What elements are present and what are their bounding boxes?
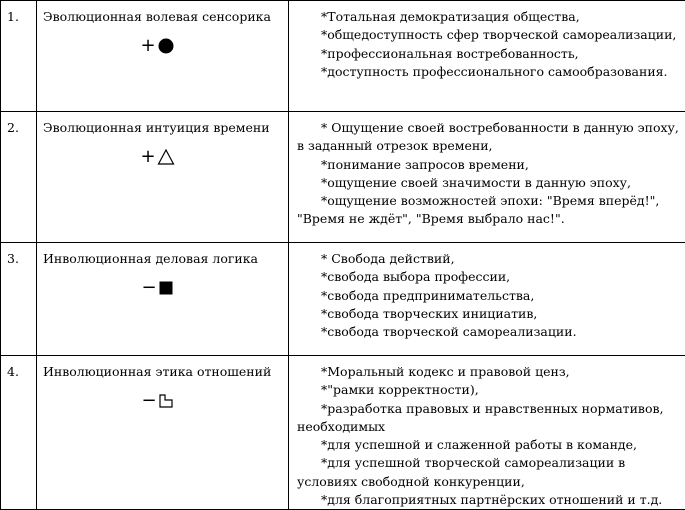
function-name: Эволюционная интуиция времени — [37, 112, 288, 137]
filled-square-icon — [158, 280, 174, 296]
description-item: *разработка правовых и нравственных нормативов, необходимых — [297, 400, 681, 437]
description-item: *для благоприятных партнёрских отношений и т.д. — [297, 491, 681, 509]
row-number: 2. — [1, 112, 36, 137]
function-name: Эволюционная волевая сенсорика — [37, 1, 288, 26]
sign: + — [140, 148, 155, 166]
description-item: *для успешной творческой самореализации в условиях свободной конкуренции, — [297, 454, 681, 491]
description — [289, 1, 685, 81]
function-name: Инволюционная деловая логика — [37, 243, 288, 268]
sign: − — [141, 279, 156, 297]
row-number-cell — [1, 356, 37, 510]
description-item: *свобода выбора профессии, — [297, 268, 681, 286]
description — [289, 243, 685, 341]
function-name: Инволюционная этика отношений — [37, 356, 288, 381]
description-item: *свобода творческой самореализации. — [297, 323, 681, 341]
function-name-cell — [37, 243, 289, 356]
description-item: * Свобода действий, — [297, 250, 681, 268]
function-name-cell — [37, 356, 289, 510]
description-cell — [289, 243, 685, 356]
sign: + — [140, 37, 155, 55]
description-item: *для успешной и слаженной работы в команде, — [297, 436, 681, 454]
outline-notched-square-icon — [158, 393, 174, 409]
description-item: *ощущение своей значимости в данную эпоху, — [297, 174, 681, 192]
row-number-cell — [1, 243, 37, 356]
function-symbol — [37, 34, 288, 58]
table-row — [1, 1, 685, 112]
row-number: 4. — [1, 356, 36, 381]
outline-triangle-icon — [157, 148, 175, 166]
row-number-cell — [1, 1, 37, 112]
row-number-cell — [1, 112, 37, 243]
description-cell — [289, 112, 685, 243]
description-cell — [289, 356, 685, 510]
description-item: *понимание запросов времени, — [297, 156, 681, 174]
table-row — [1, 243, 685, 356]
description-item: * Ощущение своей востребованности в данную эпоху, в заданный отрезок времени, — [297, 119, 681, 156]
description-cell — [289, 1, 685, 112]
description-item: *"рамки корректности), — [297, 381, 681, 399]
row-number: 3. — [1, 243, 36, 268]
description — [289, 356, 685, 509]
table-row — [1, 356, 685, 510]
description-item: *общедоступность сфер творческой самореализации, — [297, 26, 681, 44]
function-symbol — [37, 389, 288, 413]
description-item: *профессиональная востребованность, — [297, 45, 681, 63]
filled-circle-icon — [157, 37, 175, 55]
table-row — [1, 112, 685, 243]
description-item: *свобода творческих инициатив, — [297, 305, 681, 323]
description-item: *доступность профессионального самообразования. — [297, 63, 681, 81]
description — [289, 112, 685, 229]
function-symbol — [37, 276, 288, 300]
description-item: *ощущение возможностей эпохи: "Время вперёд!", "Время не ждёт", "Время выбрало нас!". — [297, 192, 681, 229]
function-name-cell — [37, 1, 289, 112]
function-symbol — [37, 145, 288, 169]
function-name-cell — [37, 112, 289, 243]
row-number: 1. — [1, 1, 36, 26]
sign: − — [141, 392, 156, 410]
description-item: *Моральный кодекс и правовой ценз, — [297, 363, 681, 381]
description-item: *Тотальная демократизация общества, — [297, 8, 681, 26]
description-item: *свобода предпринимательства, — [297, 287, 681, 305]
